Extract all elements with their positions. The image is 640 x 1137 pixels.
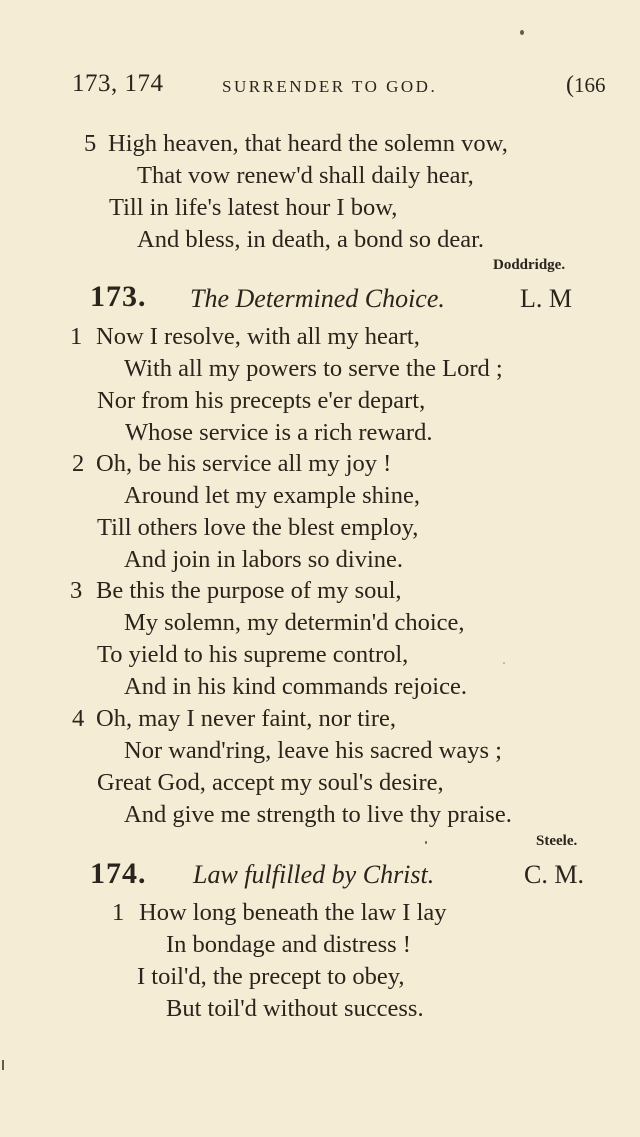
author-attribution: Steele. bbox=[536, 833, 578, 849]
verse-line: And in his kind commands rejoice. bbox=[124, 673, 467, 700]
verse-line: My solemn, my determin'd choice, bbox=[124, 609, 465, 636]
page-number-paren: ( bbox=[566, 72, 574, 98]
stanza-number: 1 bbox=[70, 323, 83, 350]
paper-speck bbox=[425, 841, 427, 844]
verse-line: Till in life's latest hour I bow, bbox=[109, 194, 398, 221]
verse-line: Great God, accept my soul's desire, bbox=[97, 769, 444, 796]
verse-line: Now I resolve, with all my heart, bbox=[96, 323, 420, 350]
verse-line: Around let my example shine, bbox=[124, 482, 420, 509]
hymn-number: 173. bbox=[90, 280, 147, 313]
paper-speck bbox=[2, 1060, 4, 1070]
verse-line: And join in labors so divine. bbox=[124, 546, 404, 573]
hymn-number: 174. bbox=[90, 857, 147, 890]
hymn-meter: C. M. bbox=[524, 860, 584, 889]
stanza-number: 4 bbox=[72, 705, 85, 732]
stanza-number: 1 bbox=[112, 899, 125, 926]
verse-line: Oh, be his service all my joy ! bbox=[96, 450, 392, 477]
stanza-number: 2 bbox=[72, 450, 85, 477]
hymn-title: Law fulfilled by Christ. bbox=[193, 860, 435, 889]
verse-line: I toil'd, the precept to obey, bbox=[137, 963, 405, 990]
verse-line: Till others love the blest employ, bbox=[97, 514, 419, 541]
verse-line: In bondage and distress ! bbox=[166, 931, 411, 958]
paper-speck bbox=[520, 30, 524, 35]
running-head-title: SURRENDER TO GOD. bbox=[222, 77, 438, 96]
hymn-title: The Determined Choice. bbox=[190, 284, 445, 313]
paper-speck bbox=[503, 662, 505, 664]
verse-line: To yield to his supreme control, bbox=[97, 641, 409, 668]
hymn-meter: L. M bbox=[520, 284, 572, 313]
verse-line: High heaven, that heard the solemn vow, bbox=[108, 130, 508, 157]
verse-line: That vow renew'd shall daily hear, bbox=[137, 162, 474, 189]
verse-line: With all my powers to serve the Lord ; bbox=[124, 355, 503, 382]
verse-line: How long beneath the law I lay bbox=[139, 899, 447, 926]
verse-line: Be this the purpose of my soul, bbox=[96, 577, 402, 604]
running-head-hymn-numbers: 173, 174 bbox=[72, 70, 164, 97]
page-number-value: 166 bbox=[574, 73, 606, 97]
verse-line: Nor wand'ring, leave his sacred ways ; bbox=[124, 737, 502, 764]
author-attribution: Doddridge. bbox=[493, 257, 566, 273]
verse-line: Whose service is a rich reward. bbox=[125, 419, 433, 446]
page-number bbox=[566, 72, 606, 99]
verse-line: Nor from his precepts e'er depart, bbox=[97, 387, 426, 414]
verse-line: And give me strength to live thy praise. bbox=[124, 801, 512, 828]
verse-line: And bless, in death, a bond so dear. bbox=[137, 226, 485, 253]
verse-line: Oh, may I never faint, nor tire, bbox=[96, 705, 397, 732]
verse-line: But toil'd without success. bbox=[166, 995, 424, 1022]
stanza-number: 5 bbox=[84, 130, 97, 157]
stanza-number: 3 bbox=[70, 577, 83, 604]
